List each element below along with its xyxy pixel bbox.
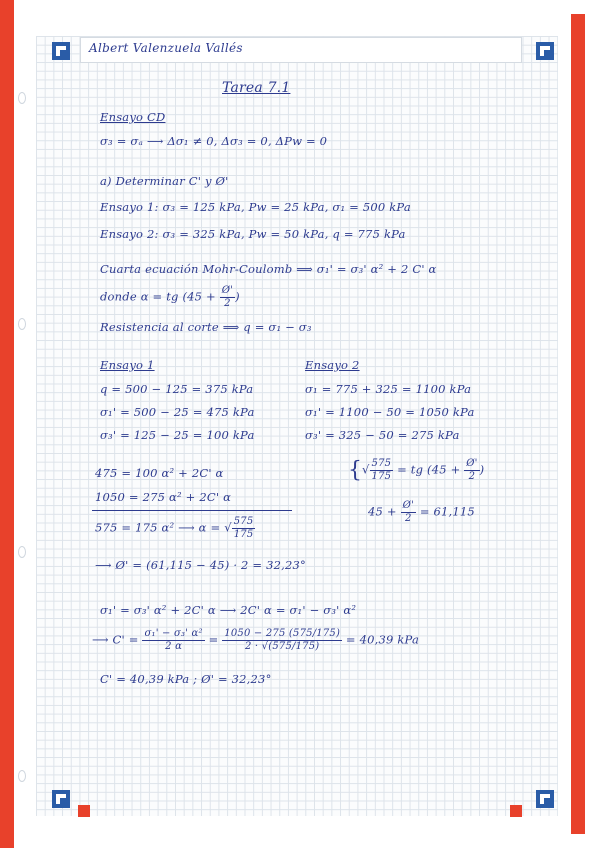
ensayo2-data: Ensayo 2: σ₃ = 325 kPa, Pw = 50 kPa, q = 775 kPa bbox=[100, 227, 406, 241]
shear-resistance-line: Resistencia al corte ⟹ q = σ₁ − σ₃ bbox=[100, 320, 312, 334]
right-red-bar bbox=[571, 14, 585, 834]
system-result bbox=[95, 516, 255, 541]
ensayo1-data: Ensayo 1: σ₃ = 125 kPa, Pw = 25 kPa, σ₁ = 500 kPa bbox=[100, 200, 411, 214]
sqrt-sign: √ bbox=[362, 462, 370, 477]
phi-fraction bbox=[464, 458, 479, 483]
fraction-numerator: σ₁' − σ₃' α² bbox=[144, 628, 203, 639]
page-title: Tarea 7.1 bbox=[222, 80, 291, 96]
fraction-denominator: 2 bbox=[468, 471, 476, 482]
conditions-line: σ₃ = σₐ ⟶ Δσ₁ ≠ 0, Δσ₃ = 0, ΔPw = 0 bbox=[100, 134, 328, 148]
ensayo1-sigma1: σ₁' = 500 − 25 = 475 kPa bbox=[100, 405, 255, 419]
corner-mark-bottom-left bbox=[52, 790, 70, 808]
red-square-bottom-right bbox=[510, 805, 522, 817]
right-eq2-suffix: = 61,115 bbox=[419, 504, 475, 519]
fraction-denominator: 2 bbox=[404, 513, 412, 524]
ensayo2-heading: Ensayo 2 bbox=[305, 358, 360, 372]
system-eq2: 1050 = 275 α² + 2C' α bbox=[95, 490, 232, 504]
cohesion-formula bbox=[92, 628, 419, 653]
sqrt-fraction bbox=[370, 458, 394, 483]
cohesion-fraction-1 bbox=[142, 628, 204, 653]
alpha-fraction bbox=[220, 285, 235, 310]
part-a-heading: a) Determinar C' y Ø' bbox=[100, 174, 229, 188]
cohesion-derivation: σ₁' = σ₃' α² + 2C' α ⟶ 2C' α = σ₁' − σ₃' α² bbox=[100, 603, 357, 617]
equals-sign: = bbox=[208, 632, 219, 647]
brace: { bbox=[348, 458, 363, 483]
sqrt-sign: √ bbox=[224, 520, 232, 535]
cohesion-fraction-2 bbox=[222, 628, 342, 653]
right-eq1 bbox=[362, 458, 484, 483]
binder-hole bbox=[18, 770, 26, 782]
author-name: Albert Valenzuela Vallés bbox=[89, 41, 243, 55]
graph-paper-sheet bbox=[36, 36, 558, 816]
alpha-definition bbox=[100, 285, 240, 310]
ensayo2-sigma1-eff: σ₁' = 1100 − 50 = 1050 kPa bbox=[305, 405, 475, 419]
right-eq2 bbox=[368, 500, 475, 525]
right-eq1-end: ) bbox=[479, 462, 485, 477]
corner-mark-bottom-right bbox=[536, 790, 554, 808]
mohr-coulomb-equation: Cuarta ecuación Mohr-Coulomb ⟹ σ₁' = σ₃' α² + 2 C' α bbox=[100, 262, 437, 276]
system-eq1: 475 = 100 α² + 2C' α bbox=[95, 466, 224, 480]
right-eq1-middle: = tg (45 + bbox=[397, 462, 465, 477]
fraction-numerator: 575 bbox=[233, 516, 254, 527]
fraction-numerator: 1050 − 275 (575/175) bbox=[224, 628, 341, 639]
corner-mark-top-left bbox=[52, 42, 70, 60]
ensayo1-q: q = 500 − 125 = 375 kPa bbox=[100, 382, 254, 396]
subtraction-line bbox=[92, 510, 292, 511]
phi-fraction bbox=[401, 500, 416, 525]
cohesion-result: = 40,39 kPa bbox=[345, 632, 420, 647]
ensayo1-sigma3: σ₃' = 125 − 25 = 100 kPa bbox=[100, 428, 255, 442]
ensayo2-sigma3-eff: σ₃' = 325 − 50 = 275 kPa bbox=[305, 428, 460, 442]
fraction-numerator: Ø' bbox=[466, 458, 478, 469]
ensayo2-sigma1: σ₁ = 775 + 325 = 1100 kPa bbox=[305, 382, 472, 396]
phi-result-line: ⟶ Ø' = (61,115 − 45) · 2 = 32,23° bbox=[95, 558, 306, 572]
ensayo1-heading: Ensayo 1 bbox=[100, 358, 155, 372]
alpha-prefix: donde α = tg (45 + bbox=[100, 289, 220, 304]
ensayo-cd-heading: Ensayo CD bbox=[100, 110, 166, 124]
fraction-numerator: Ø' bbox=[402, 500, 414, 511]
fraction-denominator: 175 bbox=[371, 471, 392, 482]
binder-hole bbox=[18, 318, 26, 330]
system-result-prefix: 575 = 175 α² ⟶ α = bbox=[95, 520, 225, 535]
cohesion-arrow: ⟶ C' = bbox=[92, 632, 139, 647]
fraction-denominator: 2 bbox=[224, 298, 231, 309]
name-field bbox=[80, 37, 522, 63]
fraction-denominator: 2 · √(575/175) bbox=[244, 641, 320, 652]
fraction-denominator: 2 α bbox=[165, 641, 183, 652]
fraction-numerator: 575 bbox=[371, 458, 392, 469]
corner-mark-top-right bbox=[536, 42, 554, 60]
alpha-suffix: ) bbox=[235, 289, 240, 304]
right-eq2-prefix: 45 + bbox=[368, 504, 401, 519]
final-results: C' = 40,39 kPa ; Ø' = 32,23° bbox=[100, 672, 272, 686]
sqrt-fraction bbox=[232, 516, 256, 541]
left-red-bar bbox=[0, 0, 14, 848]
red-square-bottom-left bbox=[78, 805, 90, 817]
fraction-denominator: 175 bbox=[233, 529, 254, 540]
fraction-numerator: Ø' bbox=[221, 285, 234, 296]
binder-hole bbox=[18, 546, 26, 558]
binder-hole bbox=[18, 92, 26, 104]
